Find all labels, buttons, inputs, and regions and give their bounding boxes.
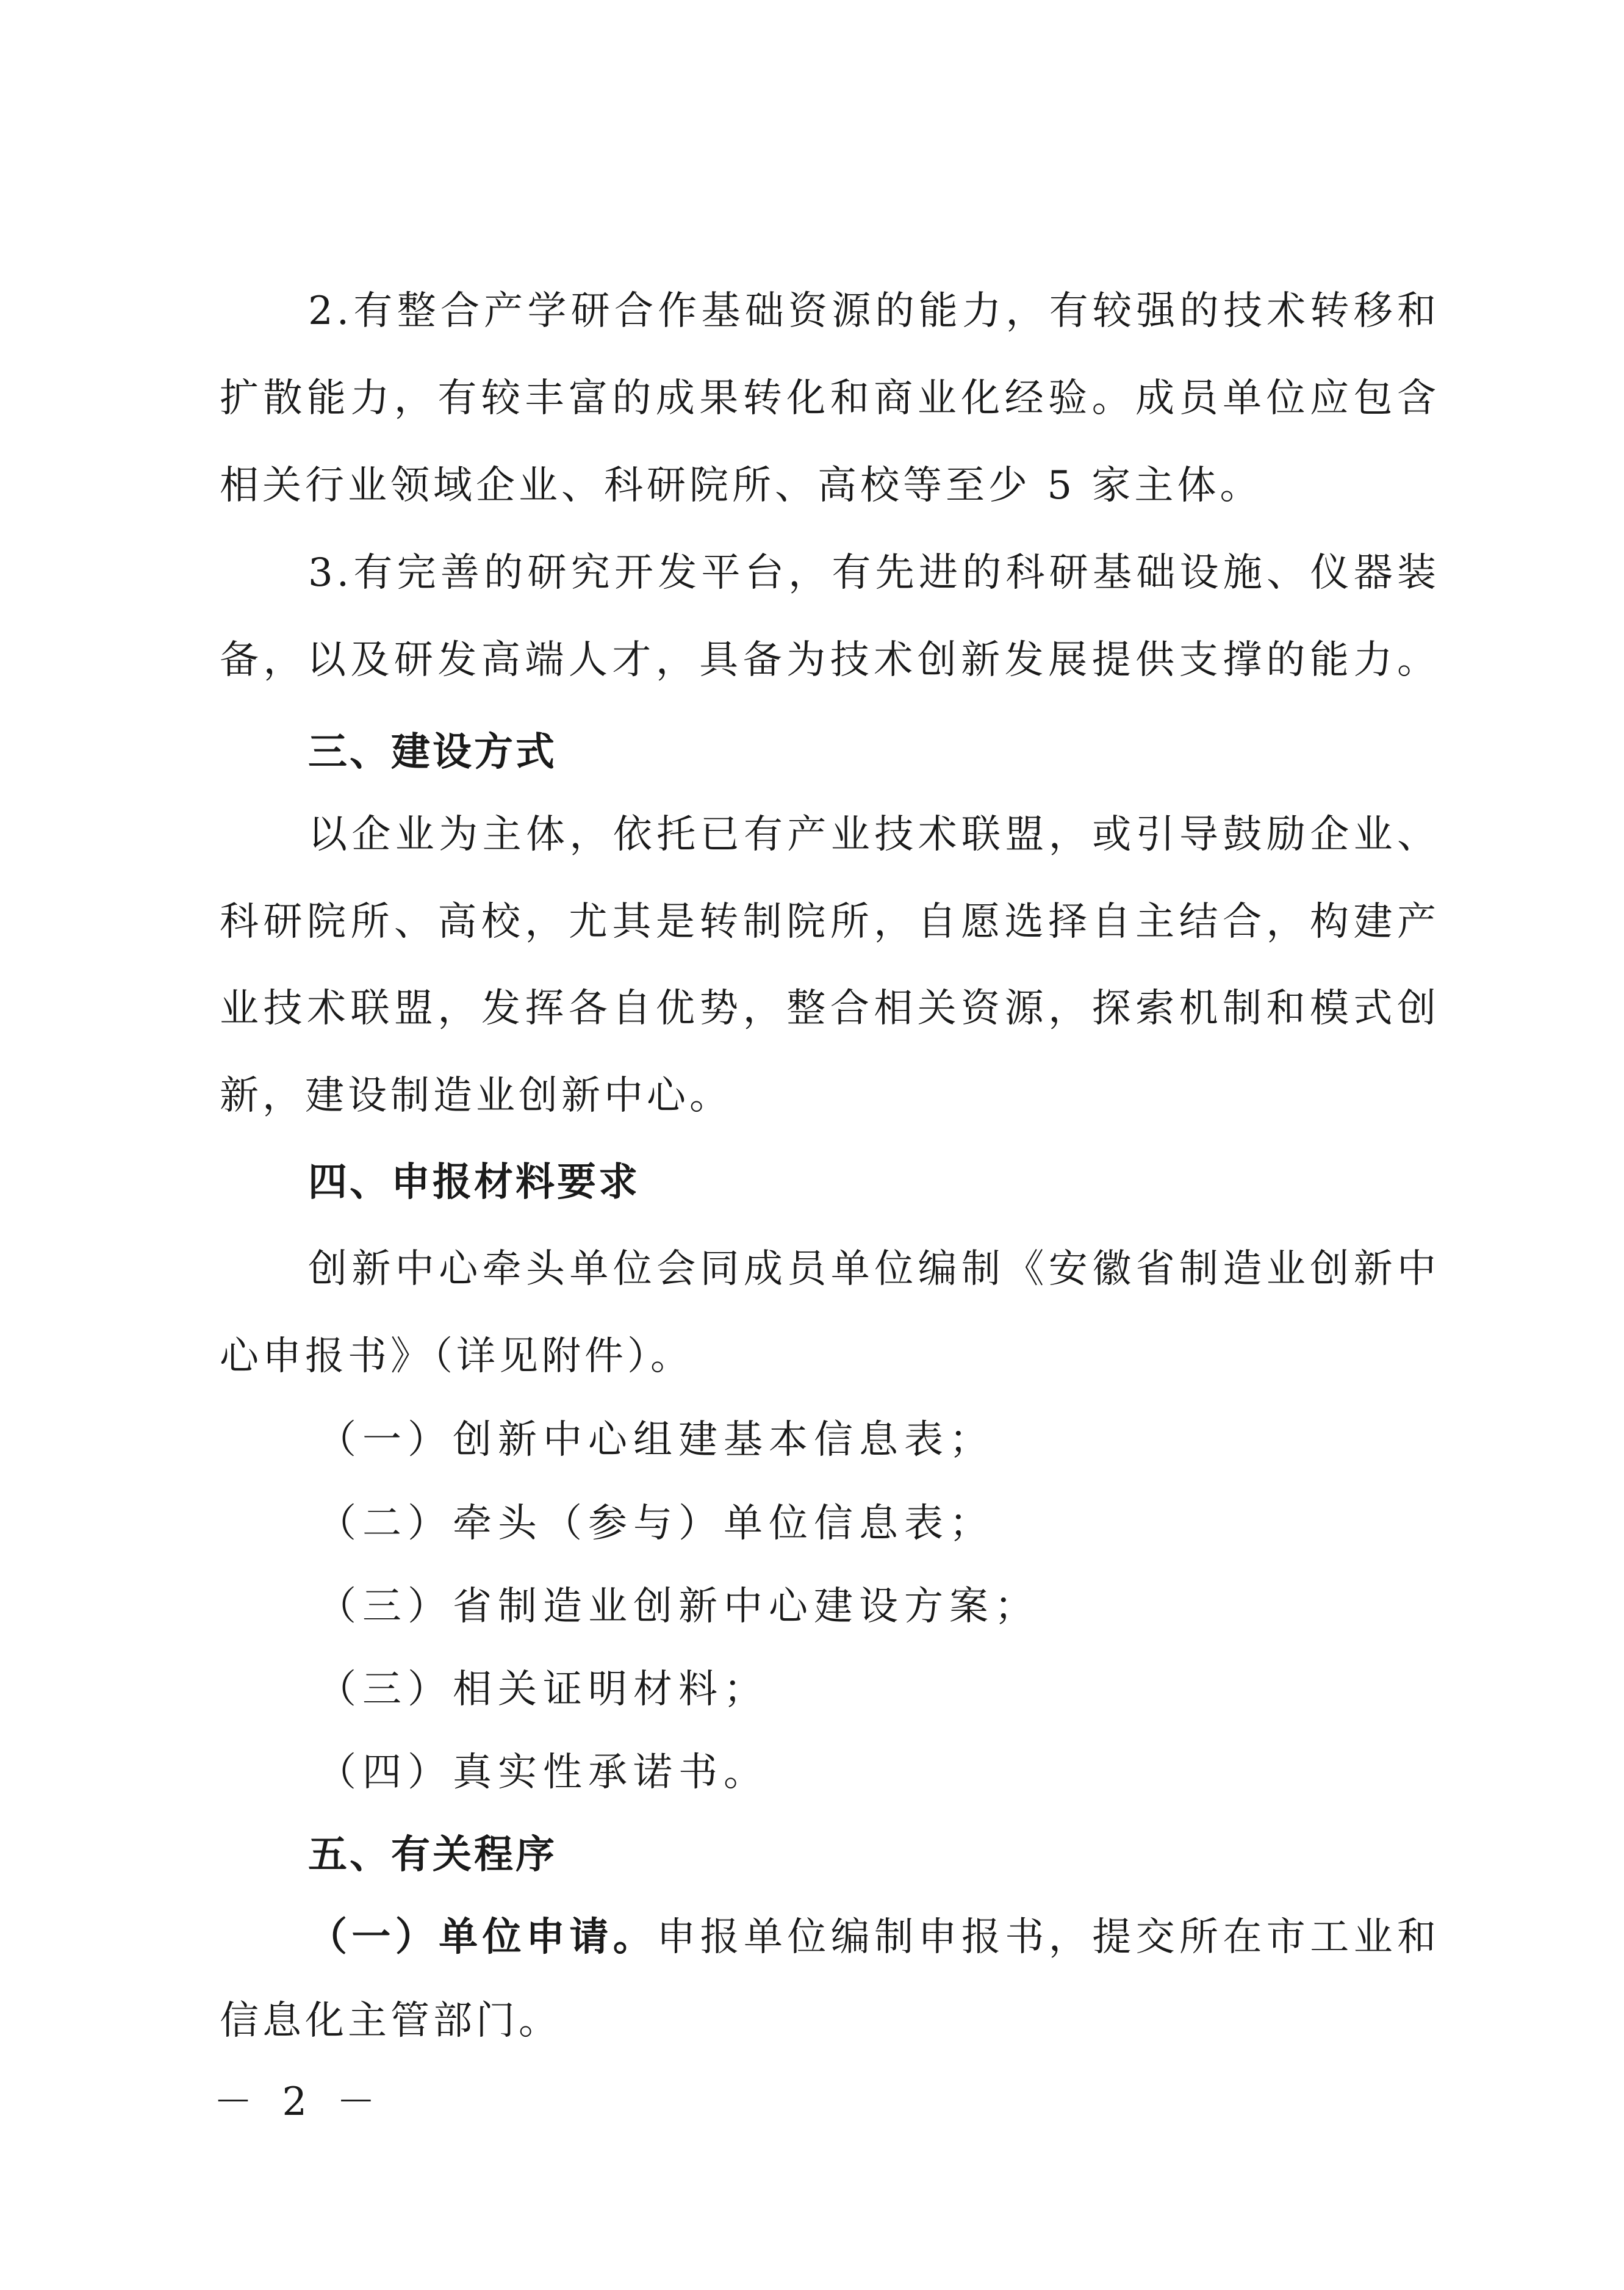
subsection-1-text: 申报单位编制申报书，提交所在市工业和: [656, 1915, 1440, 1960]
section-3-line-3: 业技术联盟，发挥各自优势，整合相关资源，探索机制和模式创: [220, 986, 1440, 1031]
page-number: － 2 －: [214, 2079, 384, 2125]
paragraph-2-line-2: 扩散能力，有较丰富的成果转化和商业化经验。成员单位应包含: [220, 376, 1440, 421]
section-4-line-1: 创新中心牵头单位会同成员单位编制《安徽省制造业创新中: [308, 1247, 1440, 1292]
list-item: （四）真实性承诺书。: [317, 1750, 769, 1795]
section-5-heading: 五、有关程序: [308, 1832, 557, 1878]
section-3-line-4: 新，建设制造业创新中心。: [220, 1073, 732, 1118]
section-4-line-2: 心申报书》（详见附件）。: [220, 1334, 693, 1379]
paragraph-2-line-1: 2.有整合产学研合作基础资源的能力，有较强的技术转移和: [308, 289, 1440, 334]
list-item: （三）相关证明材料；: [317, 1667, 769, 1712]
section-3-line-2: 科研院所、高校，尤其是转制院所，自愿选择自主结合，构建产: [220, 899, 1440, 945]
paragraph-3-line-2: 备，以及研发高端人才，具备为技术创新发展提供支撑的能力。: [220, 638, 1440, 683]
section-3-heading: 三、建设方式: [308, 730, 557, 775]
paragraph-3-line-1: 3.有完善的研究开发平台，有先进的科研基础设施、仪器装: [308, 550, 1440, 596]
section-3-line-1: 以企业为主体，依托已有产业技术联盟，或引导鼓励企业、: [308, 812, 1440, 857]
list-item: （一）创新中心组建基本信息表；: [317, 1417, 994, 1463]
list-item: （二）牵头（参与）单位信息表；: [317, 1501, 994, 1546]
list-item: （三）省制造业创新中心建设方案；: [317, 1584, 1040, 1629]
section-5-line-2: 信息化主管部门。: [220, 1998, 561, 2043]
subsection-1-label: （一）单位申请。: [308, 1915, 657, 1960]
section-5-line-1: [308, 1913, 1440, 1962]
section-4-heading: 四、申报材料要求: [308, 1160, 640, 1205]
paragraph-2-line-3: 相关行业领域企业、科研院所、高校等至少 5 家主体。: [220, 463, 1263, 508]
